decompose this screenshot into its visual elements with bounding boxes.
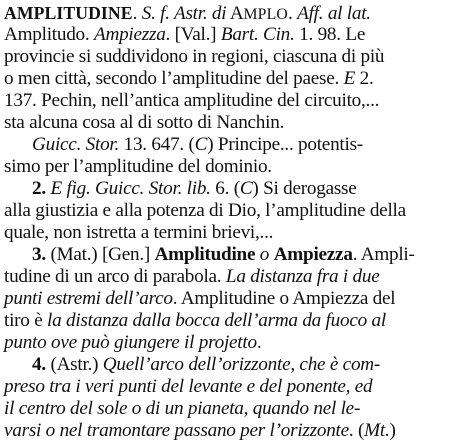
entry-line: provincie si suddividono in regioni, ciascuna di più (4, 46, 385, 67)
entry-line: preso tra i veri punti del levante e del ponente, ed (4, 376, 373, 397)
entry-line: tiro è la distanza dalla bocca dell’arma da fuoco al (4, 310, 386, 331)
entry-line: simo per l’amplitudine del dominio. (4, 156, 272, 177)
entry-line: o men città, secondo l’amplitudine del paese. E 2. (4, 68, 374, 89)
entry-line: quale, non istretta a termini brievi,... (4, 222, 274, 243)
sense-4-line: 4. (Astr.) Quell’arco dell’orizzonte, che è com- (32, 354, 381, 375)
entry-line: 137. Pechin, nell’antica amplitudine del circuito,... (4, 90, 380, 111)
entry-line: punto ove può giungere il projetto. (4, 332, 262, 353)
entry-line: punti estremi dell’arco. Amplitudine o Ampiezza del (4, 288, 396, 309)
sense-2-line: 2. E fig. Guicc. Stor. lib. 6. (C) Si derogasse (32, 178, 357, 199)
entry-line: sta alcuna cosa al di sotto di Nanchin. (4, 112, 285, 133)
entry-line: tudine di un arco di parabola. La distanza fra i due (4, 266, 380, 287)
entry-line-citation: Guicc. Stor. 13. 647. (C) Principe... potentis- (32, 134, 363, 155)
entry-line: varsi o nel tramontare passano per l’orizzonte. (Mt.) (4, 420, 396, 441)
sense-3-line: 3. (Mat.) [Gen.] Amplitudine o Ampiezza. Ampli- (32, 244, 415, 265)
entry-line: il centro del sole o di un pianeta, quando nel le- (4, 398, 361, 419)
entry-line: Amplitudo. Ampiezza. [Val.] Bart. Cin. 1. 98. Le (4, 24, 366, 45)
entry-line: alla giustizia e alla potenza di Dio, l’amplitudine della (4, 200, 406, 221)
entry-line-headword: AMPLITUDINE. S. f. Astr. di AMPLO. Aff. al lat. (4, 3, 371, 24)
